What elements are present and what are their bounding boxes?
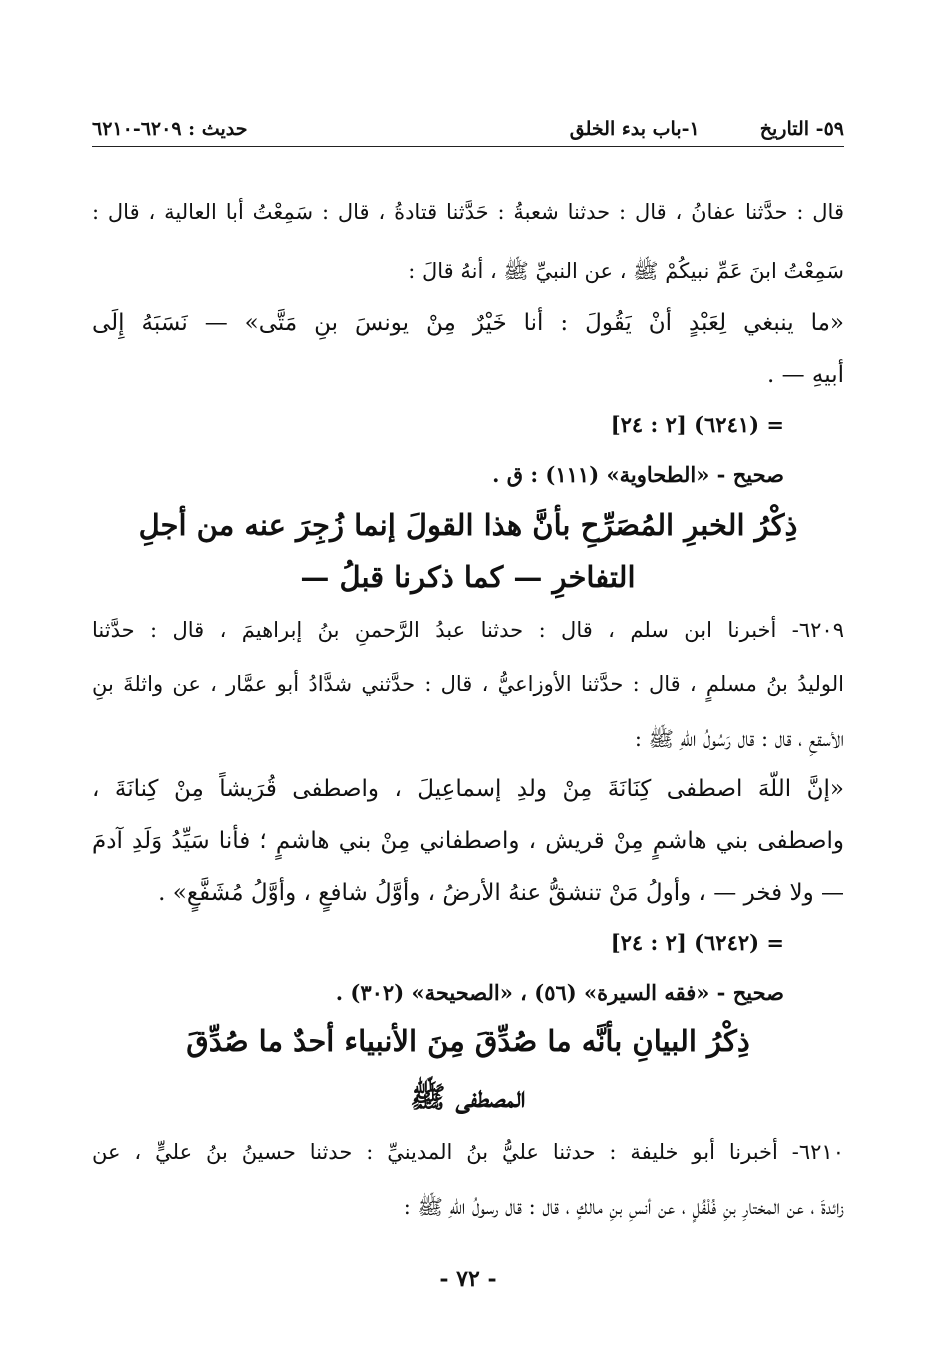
chapter-heading: ذِكْرُ الخبرِ المُصَرِّحِ بأنَّ هذا القولَ إنما زُجِرَ عنه من أجلِ — [138, 508, 798, 542]
cross-reference: = (٦٢٤١) [٢ : ٢٤] — [610, 412, 784, 437]
chapter-title: ٥٩- التاريخ — [759, 118, 844, 140]
isnad-line: الأسقعِ ، قال : قال رَسُولُ اللّهِ ﷺ : — [634, 727, 844, 751]
isnad-line: زائدةَ ، عن المختارِ بنِ فُلْفُلٍ ، عن أنسِ بنِ مالكٍ ، قال : قال رسولُ اللّهِ ﷺ : — [403, 1195, 844, 1219]
isnad-line: الوليدُ بنُ مسلمٍ ، قال : حدَّثنا الأوزاعيُّ ، قال : حدَّثني شدَّادُ أبو عمَّار ، عن واثلةَ بنِ — [92, 672, 844, 696]
chapter-heading: ذِكْرُ البيانِ بأنَّه ما صُدِّقَ مِنَ الأنبياء أحدٌ ما صُدِّقَ — [186, 1024, 750, 1058]
page-number: - ٧٢ - — [439, 1266, 497, 1292]
isnad-line: ٦٢٠٩- أخبرنا ابن سلم ، قال : حدثنا عبدُ الرَّحمنِ بنُ إبراهيمَ ، قال : حدَّثنا — [92, 618, 844, 642]
running-header-titles — [570, 118, 844, 140]
hadith-matn-line: «إنَّ اللّهَ اصطفى كِنَانَةَ مِنْ ولدِ إسماعِيلَ ، واصطفى قُرَيشاً مِنْ كِنانَةَ ، — [92, 776, 844, 802]
hadith-grade: صحيح - «الطحاوية» (١١١) : ق . — [492, 462, 784, 487]
text-line: سَمِعْتُ ابنَ عَمِّ نبيكُمْ ﷺ ، عن النبيِّ ﷺ ، أنهُ قالَ : — [408, 259, 844, 283]
hadith-grade: صحيح - «فقه السيرة» (٥٦) ، «الصحيحة» (٣٠٢) . — [335, 980, 784, 1005]
chapter-heading: المصطفى ﷺ — [410, 1080, 526, 1114]
section-title: ١-باب بدء الخلق — [569, 118, 700, 140]
text-line: قال : حدَّثنا عفانُ ، قال : حدثنا شعبةُ : حَدَّثنا قتادةُ ، قال : سَمِعْتُ أبا العالية ، قال : — [92, 200, 844, 224]
chapter-heading: التفاخرِ — كما ذكرنا قبلُ — — [300, 560, 636, 594]
cross-reference: = (٦٢٤٢) [٢ : ٢٤] — [610, 930, 784, 955]
hadith-range: حديث : ٦٢٠٩-٦٢١٠ — [92, 118, 248, 140]
running-header — [92, 112, 844, 147]
hadith-matn-line: «ما ينبغي لِعَبْدٍ أنْ يَقُولَ : أنا خَيْرٌ مِنْ يونسَ بنِ مَتَّى» — نَسَبَهُ إِلَى — [92, 310, 844, 336]
hadith-matn-line: — ولا فخر — ، وأولُ مَنْ تنشقُّ عنهُ الأرضُ ، وأوَّلُ شافعٍ ، وأوَّلُ مُشَفَّعٍ» . — [158, 880, 844, 906]
hadith-matn-line: واصطفى بني هاشمٍ مِنْ قريش ، واصطفاني مِنْ بني هاشمٍ ؛ فأنا سَيِّدُ وَلَدِ آدمَ — [92, 828, 844, 854]
isnad-line: ٦٢١٠- أخبرنا أبو خليفة : حدثنا عليُّ بنُ المدينيِّ : حدثنا حسينُ بنُ عليٍّ ، عن — [92, 1140, 844, 1164]
book-page — [92, 0, 844, 1372]
hadith-matn-line: أبيهِ — . — [767, 362, 844, 388]
